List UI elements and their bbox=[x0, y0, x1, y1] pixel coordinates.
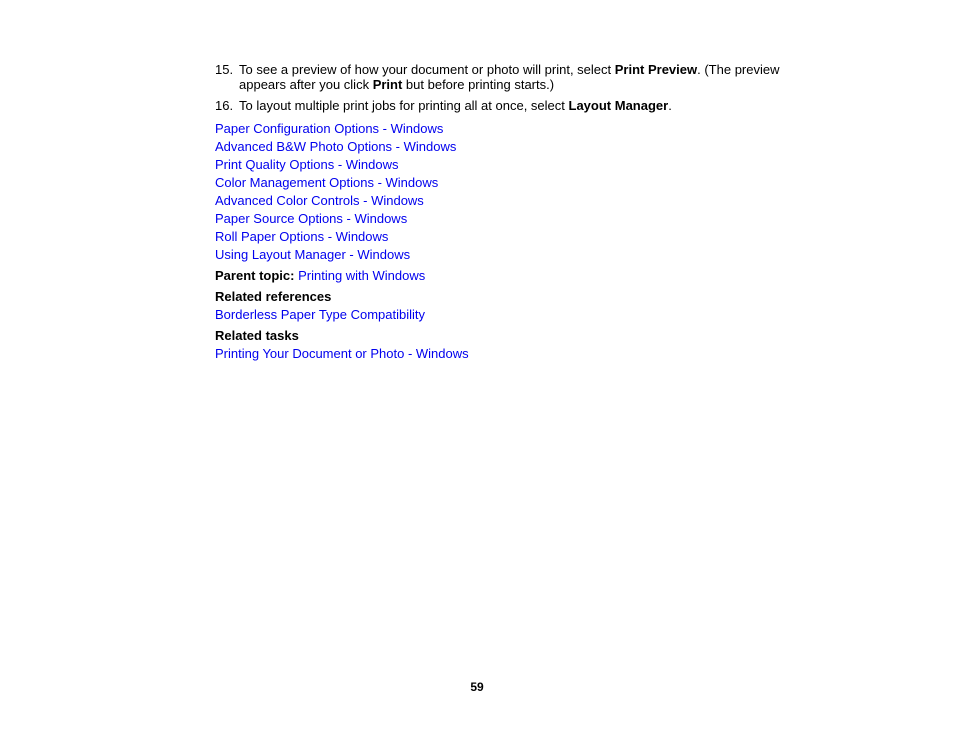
step-bold-term: Print bbox=[372, 77, 403, 92]
parent-topic-label: Parent topic: bbox=[215, 268, 295, 283]
related-references-heading: Related references bbox=[215, 289, 332, 304]
link-roll-paper[interactable]: Roll Paper Options - Windows bbox=[215, 229, 389, 244]
step-text: To layout multiple print jobs for printing all at once, select bbox=[239, 98, 569, 113]
link-printing-with-windows[interactable]: Printing with Windows bbox=[298, 268, 426, 283]
parent-topic bbox=[215, 267, 815, 285]
step-15 bbox=[215, 62, 815, 92]
step-bold-term: Print Preview bbox=[614, 62, 698, 77]
step-text: but before printing starts.) bbox=[402, 77, 555, 92]
step-number: 15. bbox=[215, 62, 234, 77]
related-references bbox=[215, 288, 815, 324]
step-number: 16. bbox=[215, 98, 234, 113]
link-advanced-bw-photo[interactable]: Advanced B&W Photo Options - Windows bbox=[215, 139, 457, 154]
link-borderless-paper-type[interactable]: Borderless Paper Type Compatibility bbox=[215, 307, 426, 322]
step-bold-term: Layout Manager bbox=[568, 98, 669, 113]
step-text: . bbox=[668, 98, 672, 113]
related-tasks bbox=[215, 327, 815, 363]
link-print-quality[interactable]: Print Quality Options - Windows bbox=[215, 157, 399, 172]
link-advanced-color-controls[interactable]: Advanced Color Controls - Windows bbox=[215, 193, 424, 208]
link-paper-source[interactable]: Paper Source Options - Windows bbox=[215, 211, 408, 226]
related-tasks-heading: Related tasks bbox=[215, 328, 299, 343]
step-text: To see a preview of how your document or photo will print, select bbox=[239, 62, 615, 77]
link-paper-configuration[interactable]: Paper Configuration Options - Windows bbox=[215, 121, 444, 136]
link-color-management[interactable]: Color Management Options - Windows bbox=[215, 175, 439, 190]
step-text: . (The preview appears after you click bbox=[239, 62, 780, 92]
link-layout-manager[interactable]: Using Layout Manager - Windows bbox=[215, 247, 411, 262]
link-printing-your-document[interactable]: Printing Your Document or Photo - Windows bbox=[215, 346, 469, 361]
page-number: 59 bbox=[470, 680, 484, 694]
topic-links bbox=[215, 120, 815, 264]
document-content bbox=[215, 62, 815, 363]
step-16 bbox=[215, 98, 815, 113]
